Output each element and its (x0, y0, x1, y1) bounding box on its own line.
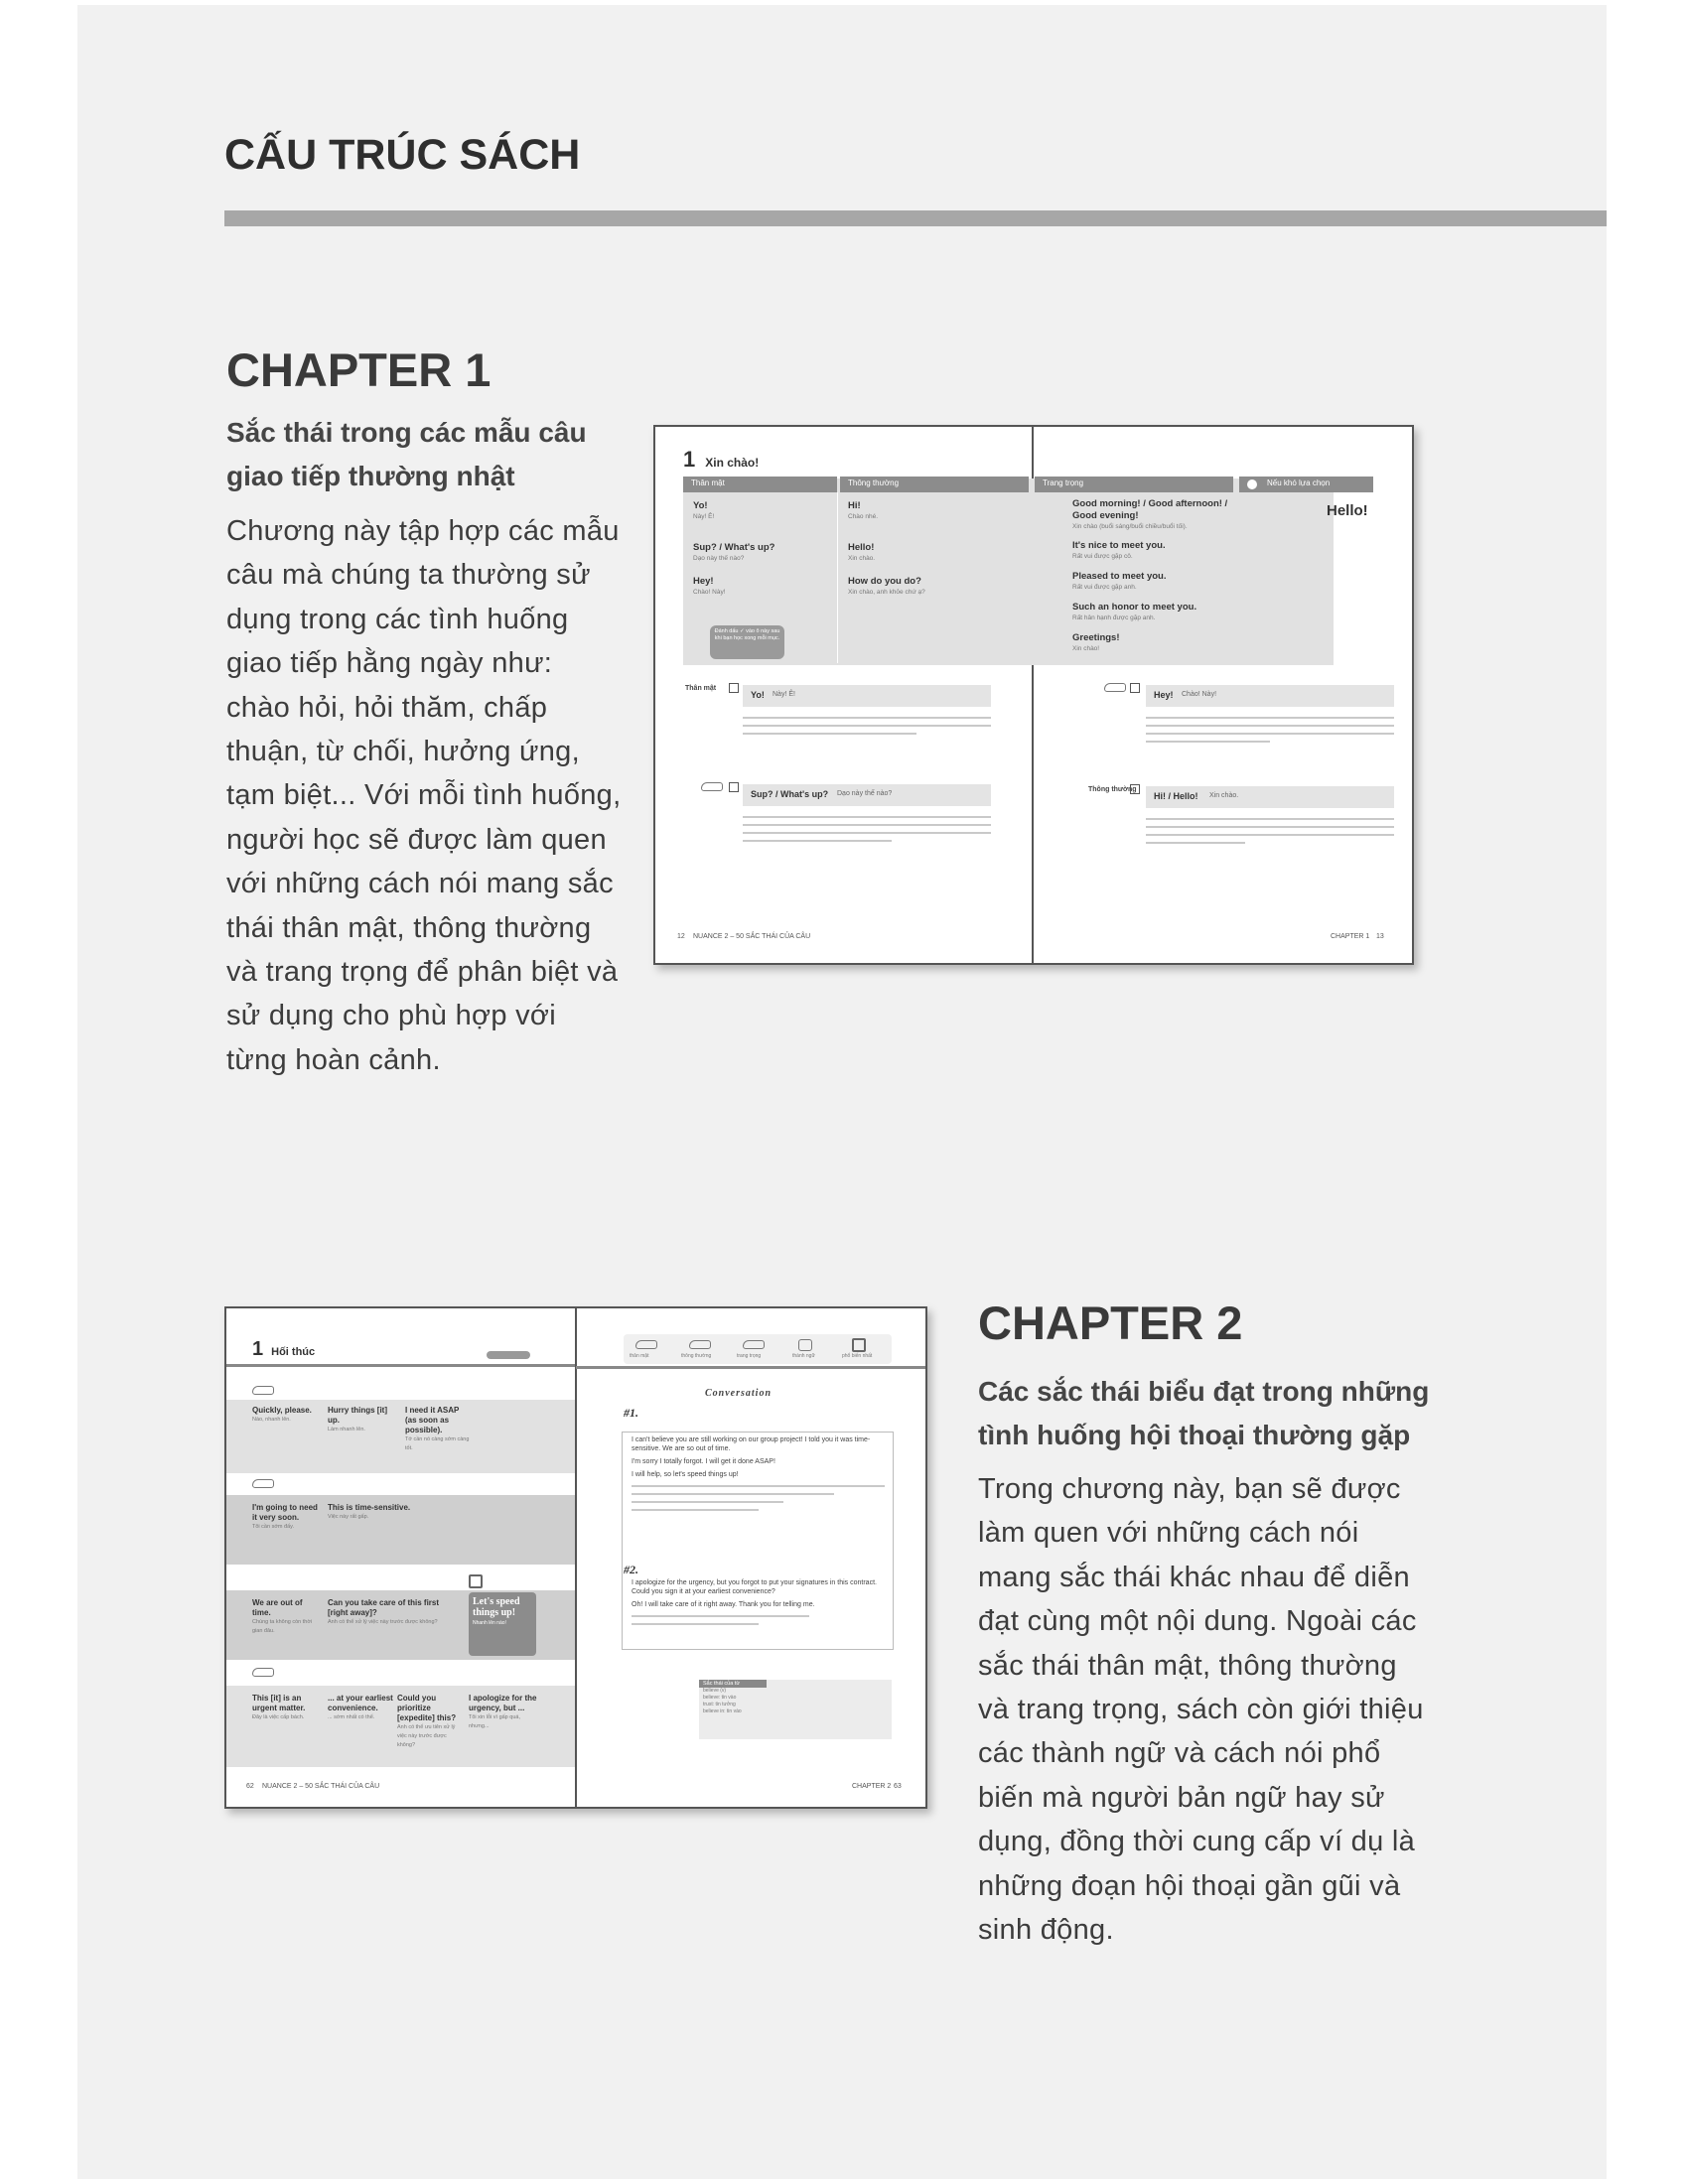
lesson-title: Hối thúc (271, 1346, 316, 1358)
tag-badge (487, 1351, 530, 1359)
phrase-box: Hi! / Hello! Xin chào. (1146, 786, 1394, 808)
nuance-legend: thân mật thông thường trang trọng thành ngữ phổ biến nhất (624, 1334, 892, 1364)
phrase-vi: Rất hân hạnh được gặp anh. (1072, 614, 1156, 621)
recommended-phrase: Hello! (1327, 502, 1368, 519)
sneaker-icon (701, 782, 723, 791)
phrase-vi: Chào! Này! (693, 589, 726, 596)
phrase-en: How do you do? (848, 576, 921, 587)
page-number-left: 12 (677, 933, 685, 940)
footer-book-title: NUANCE 2 – 50 SẮC THÁI CỦA CÂU (262, 1783, 380, 1790)
lesson-number: 1 (252, 1338, 264, 1360)
phrase-vi: Rất vui được gặp cô. (1072, 553, 1133, 560)
idiom-card: Let's speed things up! Nhanh lên nào! (469, 1592, 536, 1656)
sneaker-icon (1104, 683, 1126, 692)
col-header-recommend: Nếu khó lựa chọn (1239, 477, 1373, 492)
phrase-vi: Dạo này thế nào? (693, 555, 745, 562)
phrase-vi: Rất vui được gặp anh. (1072, 584, 1137, 591)
chapter2-heading: CHAPTER 2 (978, 1297, 1243, 1349)
lesson-number: 1 (683, 447, 696, 472)
conversation-2-label: #2. (624, 1563, 638, 1576)
phrase-box: Yo! Này! Ê! (743, 685, 991, 707)
footer-book-title: NUANCE 2 – 50 SẮC THÁI CỦA CÂU (693, 933, 811, 940)
tip-bubble: Đánh dấu ✓ vào ô này sau khi bạn học xong mỗi mục. (710, 625, 784, 659)
col-header-thong-thuong: Thông thường (840, 477, 1029, 492)
label-thong-thuong: Thông thường (1088, 786, 1137, 793)
chapter1-body: Chương này tập hợp các mẫu câu mà chúng ta thường sử dụng trong các tình huống giao tiếp hằng ngày như: chào hỏi, hỏi thăm, chấp thuận, từ chối, hưởng ứng, tạm biệt... Với mỗi tình huống, người học sẽ được làm quen với những cách nói mang sắc thái thân mật, thông thường và trang trọng để phân biệt và sử dụng cho phù hợp với từng hoàn cảnh. (226, 515, 622, 1076)
page-number-right: 13 (1376, 933, 1384, 940)
checkbox-icon[interactable] (1130, 784, 1140, 794)
chapter2-body: Trong chương này, bạn sẽ được làm quen với những cách nói mang sắc thái khác nhau để diễn đạt cùng một nội dung. Ngoài các sắc thái thân mật, thông thường và trang trọng, sách còn giới thiệu các thành ngữ và cách nói phổ biến mà người bản ngữ hay sử dụng, đồng thời cung cấp ví dụ là những đoạn hội thoại gần gũi và sinh động. (978, 1473, 1424, 1947)
sneaker-icon (252, 1479, 274, 1488)
footer-chapter: CHAPTER 2 (852, 1783, 892, 1790)
phrase-en: Hello! (848, 542, 875, 553)
checkbox-icon[interactable] (729, 782, 739, 792)
phrase-en: Greetings! (1072, 632, 1120, 643)
phrase-vi: Xin chào (buổi sáng/buổi chiều/buổi tối). (1072, 523, 1188, 530)
chapter2-book-spread: 1 Hối thúc Quickly, please. Nào, nhanh lên. Hurry things [it] up. Làm nhanh lên. I need it ASAP (as soon as possible). Tớ cần nó càng sớm càng tốt. I'm going to need it very soon. Tôi cần sớm đấy. This is time-sensitive. Việc này rất gấp. We are out of time. Chúng ta không còn thời gian đâu. Can you take care of this first [right away]? Anh có thể xử lý việc này trước được không? Let's speed things up! Nhanh lên nào! This [it] is an urgent matter. Đây là việc cấp bách. ... at your earliest convenience. ... sớm nhất có thể. Could you prioritize [expedite] this? Anh có thể ưu tiên xử lý việc này trước được không? I apologize for the urgency, but ... Tôi xin lỗi vì gấp quá, nhưng... thân mật thông thường trang trọng thành ngữ phổ biến nhất Conversation #1. I can't believe you are still working on our group project! I told you it was time-sensitive. We are so out of time. I'm sorry I totally forgot. I will get it done ASAP! I will help, so let's speed things up! #2. I apologize for the urgency, but you forgot to put your signatures in this contract. Could you sign it at your earliest convenience? Oh! I will take care of it right away. Thank you for telling me. Sắc thái của từ believe (v) believe: tin vào trust: tin tưởng believe in: tin vào 62 NUANCE 2 – 50 SẮC THÁI CỦA CÂU CHAPTER 2 63 (224, 1306, 927, 1809)
phrase-vi: Xin chào. (848, 555, 876, 562)
checkbox-icon[interactable] (1130, 683, 1140, 693)
col-header-trang-trong: Trang trọng (1035, 477, 1233, 492)
conversation-2: I apologize for the urgency, but you forgot to put your signatures in this contract. Could you sign it at your earliest convenience? Oh! I will take care of it right away. Thank you for telling me. (632, 1578, 885, 1631)
label-than-mat: Thân mật (685, 685, 717, 692)
explanation-text (743, 816, 991, 848)
idiom-icon (469, 1574, 483, 1588)
conversation-1: I can't believe you are still working on our group project! I told you it was time-sensitive. We are so out of time. I'm sorry I totally forgot. I will get it done ASAP! I will help, so let's speed things up! (632, 1435, 885, 1517)
sneaker-icon (252, 1386, 274, 1395)
page-number-right: 63 (894, 1783, 902, 1790)
phrase-en: Hey! (693, 576, 714, 587)
phrase-en: Good morning! / Good afternoon! / Good evening! (1072, 498, 1228, 521)
chapter1-subtitle: Sắc thái trong các mẫu câu giao tiếp thường nhật (226, 417, 587, 491)
explanation-text (1146, 818, 1394, 850)
chapter1-heading: CHAPTER 1 (226, 343, 492, 396)
phrase-vi: Xin chào, anh khỏe chứ ạ? (848, 589, 925, 596)
phrase-box: Sup? / What's up? Dạo này thế nào? (743, 784, 991, 806)
chapter1-book-spread (653, 425, 1414, 965)
phrase-en: Sup? / What's up? (693, 542, 775, 553)
star-icon (1247, 479, 1257, 489)
phrase-vi: Chào nhé. (848, 513, 878, 520)
phrase-en: It's nice to meet you. (1072, 540, 1166, 551)
conversation-1-label: #1. (624, 1406, 638, 1420)
title-rule (224, 210, 1607, 226)
phrase-en: Such an honor to meet you. (1072, 602, 1197, 613)
phrase-vi: Này! Ê! (693, 513, 715, 520)
footer-chapter: CHAPTER 1 (1331, 933, 1370, 940)
conversation-heading: Conversation (705, 1388, 773, 1399)
explanation-text (1146, 717, 1394, 749)
phrase-en: Hi! (848, 500, 861, 511)
phrase-vi: Xin chào! (1072, 645, 1100, 652)
book-spine (575, 1308, 577, 1807)
phrase-en: Pleased to meet you. (1072, 571, 1167, 582)
phrase-en: Yo! (693, 500, 708, 511)
sneaker-icon (252, 1668, 274, 1677)
chapter2-subtitle: Các sắc thái biểu đạt trong những tình huống hội thoại thường gặp (978, 1376, 1430, 1450)
explanation-text (743, 717, 991, 741)
page-number-left: 62 (246, 1783, 254, 1790)
section-title: CẤU TRÚC SÁCH (224, 131, 581, 179)
phrase-box: Hey! Chào! Này! (1146, 685, 1394, 707)
col-header-than-mat: Thân mật (683, 477, 837, 492)
word-nuance-note: Sắc thái của từ believe (v) believe: tin vào trust: tin tưởng believe in: tin vào (699, 1680, 892, 1739)
checkbox-icon[interactable] (729, 683, 739, 693)
lesson-title: Xin chào! (705, 456, 760, 470)
